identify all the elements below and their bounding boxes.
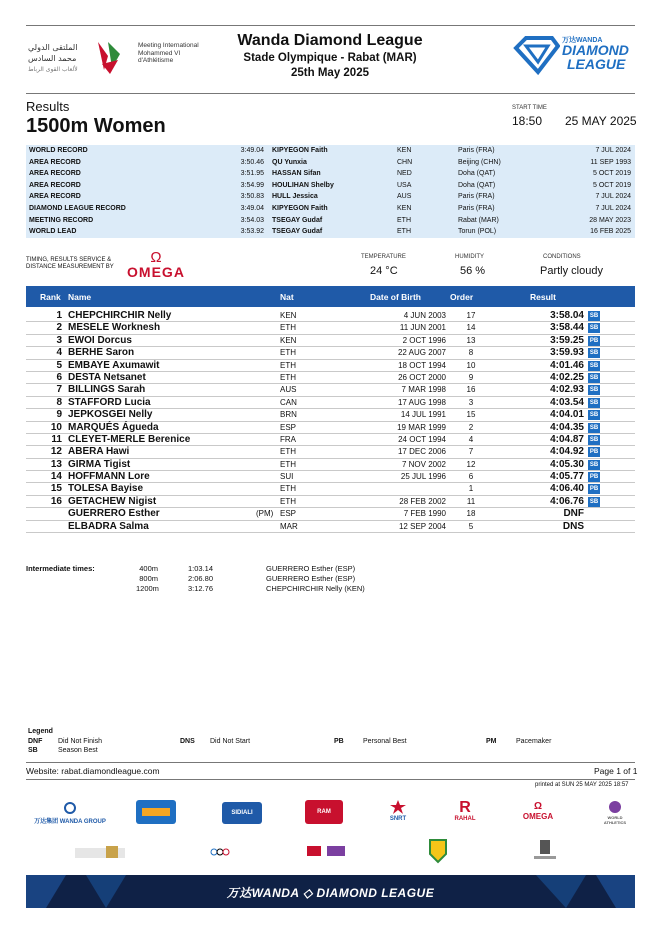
result-row xyxy=(26,409,635,421)
result-rank: 3 xyxy=(56,334,62,346)
result-row xyxy=(26,335,635,347)
result-badge: SB xyxy=(589,399,599,406)
record-time: 3:50.46 xyxy=(240,158,264,166)
result-badge: SB xyxy=(589,387,599,394)
result-row xyxy=(26,508,635,520)
record-place: Paris (FRA) xyxy=(458,147,495,154)
record-place: Paris (FRA) xyxy=(458,193,495,201)
result-result: 3:58.44 xyxy=(550,322,584,334)
result-order: 11 xyxy=(466,496,476,506)
intermediate-time: 2:06.80 xyxy=(188,574,214,583)
sponsor-ram: RAM xyxy=(305,800,343,824)
result-dob: 7 FEB 1990 xyxy=(403,509,446,519)
result-row xyxy=(26,459,635,471)
result-rank: 13 xyxy=(50,458,62,470)
result-dob: 24 OCT 1994 xyxy=(398,434,446,444)
result-badge: PB xyxy=(589,474,599,481)
result-nat: ETH xyxy=(280,459,296,469)
result-order: 4 xyxy=(468,434,474,444)
logo-diamond-text: DIAMOND xyxy=(562,42,629,58)
record-athlete: HULL Jessica xyxy=(272,193,318,201)
legend-text-dnf: Did Not Finish xyxy=(58,738,102,745)
result-result: 3:59.93 xyxy=(550,347,584,359)
result-order: 9 xyxy=(468,372,474,382)
result-badge: SB xyxy=(589,498,599,505)
result-name: GETACHEW Nigist xyxy=(68,495,157,507)
col-result: Result xyxy=(530,292,556,302)
results-table-header xyxy=(26,286,635,307)
result-nat: ETH xyxy=(280,496,296,506)
result-result: 4:06.76 xyxy=(550,495,584,507)
result-result: 4:04.87 xyxy=(550,433,584,445)
result-rank: 9 xyxy=(56,409,62,421)
event-title: 1500m Women xyxy=(26,115,166,137)
result-nat: BRN xyxy=(280,410,297,420)
temperature-label: TEMPERATURE xyxy=(361,254,406,260)
result-order: 6 xyxy=(468,472,474,482)
result-order: 2 xyxy=(468,422,474,432)
legend-code-dnf: DNF xyxy=(28,738,43,745)
result-badge: SB xyxy=(589,412,599,419)
header-bottom-rule xyxy=(26,93,635,94)
result-nat: MAR xyxy=(280,521,298,531)
result-badge: SB xyxy=(589,374,599,381)
record-time: 3:54.99 xyxy=(240,181,264,189)
result-nat: FRA xyxy=(280,434,296,444)
start-time: 18:50 xyxy=(512,114,543,128)
legend-text-dns: Did Not Start xyxy=(210,738,251,745)
league-title: Wanda Diamond League xyxy=(237,32,423,49)
result-result: 4:04.01 xyxy=(550,409,584,421)
venue: Stade Olympique - Rabat (MAR) xyxy=(243,52,417,64)
omega-icon: Ω xyxy=(150,249,162,266)
coat-of-arms-icon xyxy=(104,844,120,860)
diamond-league-logo xyxy=(512,34,636,76)
result-rank: 6 xyxy=(56,371,62,383)
col-name: Name xyxy=(68,292,92,302)
result-nat: ETH xyxy=(280,484,296,494)
record-date: 11 SEP 1993 xyxy=(590,158,631,166)
intermediate-distance: 1200m xyxy=(136,584,159,593)
record-time: 3:54.03 xyxy=(240,216,264,224)
legend-title: Legend xyxy=(28,728,53,735)
svg-text:الملتقى الدولي: الملتقى الدولي xyxy=(28,43,78,52)
sponsor-wanda-group: 万达集团 WANDA GROUP xyxy=(30,802,110,825)
legend-code-pb: PB xyxy=(334,738,344,745)
result-order: 18 xyxy=(466,509,476,519)
result-badge: SB xyxy=(589,436,599,443)
header-title-block xyxy=(210,31,450,81)
record-date: 5 OCT 2019 xyxy=(592,181,631,189)
result-nat: ETH xyxy=(280,323,296,333)
intermediate-leader: GUERRERO Esther (ESP) xyxy=(266,564,356,573)
col-rank: Rank xyxy=(40,292,61,302)
temperature-value: 24 °C xyxy=(370,265,398,277)
result-name: GUERRERO Esther xyxy=(68,508,160,520)
result-dob: 12 SEP 2004 xyxy=(398,521,446,531)
result-result: 3:58.04 xyxy=(550,310,584,321)
result-dob: 4 JUN 2003 xyxy=(403,311,446,320)
record-category: MEETING RECORD xyxy=(29,216,94,224)
bank-logo-icon xyxy=(136,800,176,824)
record-athlete: QU Yunxia xyxy=(272,158,307,166)
result-badge: PB xyxy=(589,449,599,456)
city-icon xyxy=(530,838,560,862)
intermediate-row xyxy=(26,564,626,574)
result-name: MARQUÉS Águeda xyxy=(68,421,159,433)
diamond-icon xyxy=(512,34,560,76)
result-nat: ETH xyxy=(280,360,296,370)
snrt-star-icon xyxy=(389,800,407,814)
record-category: WORLD RECORD xyxy=(29,147,88,154)
start-time-label: START TIME xyxy=(512,105,547,111)
intermediate-time: 1:03.14 xyxy=(188,564,214,573)
result-result: 4:05.77 xyxy=(550,471,584,483)
meeting-logo-text: Meeting International Mohammed VI d'Athlétisme xyxy=(138,42,199,64)
record-date: 28 MAY 2023 xyxy=(589,216,631,224)
result-row xyxy=(26,384,635,396)
record-row xyxy=(26,157,635,169)
omega-logo xyxy=(125,251,187,279)
result-dob: 28 FEB 2002 xyxy=(399,496,446,506)
record-row xyxy=(26,145,635,157)
humidity-label: HUMIDITY xyxy=(455,254,484,260)
record-place: Doha (QAT) xyxy=(458,170,496,178)
record-nat: CHN xyxy=(397,158,413,166)
record-category: AREA RECORD xyxy=(29,193,81,201)
result-badge: PB xyxy=(589,337,599,344)
sponsor-rahal: R RAHAL xyxy=(450,800,480,822)
record-athlete: HOULIHAN Shelby xyxy=(272,181,334,189)
result-nat: KEN xyxy=(280,311,297,320)
result-nat: KEN xyxy=(280,335,297,345)
result-badge: SB xyxy=(589,350,599,357)
crest-icon xyxy=(428,838,448,864)
result-dob: 7 NOV 2002 xyxy=(401,459,446,469)
result-dob: 11 JUN 2001 xyxy=(399,323,446,333)
result-nat: ETH xyxy=(280,348,296,358)
result-name: GIRMA Tigist xyxy=(68,458,131,470)
intermediate-distance: 800m xyxy=(139,574,158,583)
record-nat: AUS xyxy=(397,193,412,201)
diamond-league-banner xyxy=(26,875,635,908)
result-order: 13 xyxy=(466,335,476,345)
record-date: 7 JUL 2024 xyxy=(595,193,631,201)
result-badge: SB xyxy=(589,325,599,332)
logo-league-text: LEAGUE xyxy=(567,56,626,72)
result-order: 3 xyxy=(468,397,474,407)
result-name: EMBAYE Axumawit xyxy=(68,359,160,371)
record-date: 16 FEB 2025 xyxy=(590,228,631,236)
result-rank: 1 xyxy=(56,310,62,321)
record-time: 3:51.95 xyxy=(240,170,264,178)
result-order: 5 xyxy=(468,521,474,531)
record-nat: NED xyxy=(397,170,412,178)
result-name: JEPKOSGEI Nelly xyxy=(68,409,153,421)
result-name: TOLESA Bayise xyxy=(68,483,144,495)
result-order: 14 xyxy=(466,323,476,333)
result-name: STAFFORD Lucia xyxy=(68,396,151,408)
intermediate-time: 3:12.76 xyxy=(188,584,214,593)
result-nat: ESP xyxy=(280,509,297,519)
record-category: DIAMOND LEAGUE RECORD xyxy=(29,204,126,212)
col-order: Order xyxy=(450,292,474,302)
intermediate-row xyxy=(26,574,626,584)
legend-code-dns: DNS xyxy=(180,738,195,745)
result-row xyxy=(26,483,635,495)
result-order: 16 xyxy=(466,385,476,395)
result-result: 4:06.40 xyxy=(550,483,584,495)
record-date: 7 JUL 2024 xyxy=(595,204,631,212)
record-row xyxy=(26,226,635,238)
result-rank: 4 xyxy=(56,347,62,359)
record-row xyxy=(26,168,635,180)
rahal-r-icon: R xyxy=(459,799,471,816)
record-row xyxy=(26,203,635,215)
record-date: 5 OCT 2019 xyxy=(592,170,631,178)
result-name: CHEPCHIRCHIR Nelly xyxy=(68,310,172,321)
col-nat: Nat xyxy=(280,292,294,302)
result-row xyxy=(26,372,635,384)
result-badge: SB xyxy=(589,362,599,369)
result-result: 4:02.93 xyxy=(550,384,584,396)
record-nat: ETH xyxy=(397,216,411,224)
result-order: 8 xyxy=(468,348,474,358)
result-name: DESTA Netsanet xyxy=(68,371,146,383)
result-dob: 26 OCT 2000 xyxy=(398,372,446,382)
record-row xyxy=(26,215,635,227)
result-pm: (PM) xyxy=(256,509,274,519)
intermediate-label: Intermediate times: xyxy=(26,564,95,573)
record-nat: USA xyxy=(397,181,412,189)
sponsor-gov-logo-2 xyxy=(104,844,120,860)
result-nat: ETH xyxy=(280,372,296,382)
result-badge: SB xyxy=(589,461,599,468)
logo-wanda-text: 万达WANDA xyxy=(562,37,603,44)
result-rank: 11 xyxy=(51,433,62,445)
intermediate-leader: CHEPCHIRCHIR Nelly (KEN) xyxy=(266,584,365,593)
results-table-body xyxy=(26,310,635,533)
result-name: MESELE Worknesh xyxy=(68,322,161,334)
legend-code-pm: PM xyxy=(486,738,497,745)
col-dob: Date of Birth xyxy=(370,292,421,302)
conditions-label: CONDITIONS xyxy=(543,254,581,260)
result-row xyxy=(26,434,635,446)
record-athlete: TSEGAY Gudaf xyxy=(272,216,323,224)
sponsor-bank-logo xyxy=(136,800,176,824)
results-label: Results xyxy=(26,99,70,114)
result-row xyxy=(26,446,635,458)
result-rank: 10 xyxy=(50,421,62,433)
record-nat: KEN xyxy=(397,147,412,154)
result-order: 17 xyxy=(466,311,476,320)
result-result: 4:02.25 xyxy=(550,371,584,383)
record-athlete: TSEGAY Gudaf xyxy=(272,228,323,236)
record-category: WORLD LEAD xyxy=(29,228,77,236)
intermediate-distance: 400m xyxy=(139,564,158,573)
olympic-rings-icon xyxy=(208,840,232,864)
records-table xyxy=(26,145,635,238)
result-row xyxy=(26,310,635,322)
result-result: 4:05.30 xyxy=(550,458,584,470)
result-name: HOFFMANN Lore xyxy=(68,471,150,483)
result-order: 1 xyxy=(468,484,474,494)
result-order: 12 xyxy=(466,459,476,469)
record-athlete: HASSAN Sifan xyxy=(272,170,321,178)
result-rank: 2 xyxy=(56,322,62,334)
result-rank: 14 xyxy=(50,471,62,483)
timing-label: TIMING, RESULTS SERVICE & DISTANCE MEASUREMENT BY xyxy=(26,257,114,270)
result-dob: 19 MAR 1999 xyxy=(397,422,446,432)
result-nat: ESP xyxy=(280,422,297,432)
result-dob: 17 DEC 2006 xyxy=(397,447,446,457)
record-category: AREA RECORD xyxy=(29,170,81,178)
result-rank: 12 xyxy=(50,446,62,458)
result-result: 4:03.54 xyxy=(550,396,584,408)
result-row xyxy=(26,360,635,372)
result-name: ELBADRA Salma xyxy=(68,520,149,532)
result-dob: 25 JUL 1996 xyxy=(400,472,446,482)
result-row xyxy=(26,496,635,508)
result-name: BERHE Saron xyxy=(68,347,135,359)
result-dob: 18 OCT 1994 xyxy=(398,360,446,370)
omega-small-icon: Ω xyxy=(533,801,543,812)
sponsor-world-athletics: WORLD ATHLETICS xyxy=(597,800,633,825)
humidity-value: 56 % xyxy=(460,265,486,277)
federation-icon xyxy=(305,840,349,862)
legend-text-pb: Personal Best xyxy=(363,738,407,745)
result-result: DNF xyxy=(563,508,584,520)
result-row xyxy=(26,471,635,483)
result-rank: 16 xyxy=(50,495,62,507)
result-rank: 7 xyxy=(56,384,62,396)
record-athlete: KIPYEGON Faith xyxy=(272,204,328,212)
result-badge: SB xyxy=(589,313,599,319)
record-nat: ETH xyxy=(397,228,411,236)
result-dob: 2 OCT 1996 xyxy=(402,335,446,345)
result-order: 15 xyxy=(466,410,476,420)
conditions-value: Partly cloudy xyxy=(540,265,603,277)
result-badge: SB xyxy=(589,424,599,431)
record-place: Doha (QAT) xyxy=(458,181,496,189)
meeting-logo xyxy=(26,34,201,82)
result-name: CLEYET-MERLE Berenice xyxy=(68,433,191,445)
record-time: 3:49.04 xyxy=(240,204,264,212)
record-time: 3:53.92 xyxy=(240,228,264,236)
record-place: Torun (POL) xyxy=(458,228,497,236)
sponsor-sidiali: SIDIALI xyxy=(222,802,262,824)
result-result: 4:04.35 xyxy=(550,421,584,433)
sponsor-federation-logo xyxy=(305,840,349,862)
sponsor-snrt: SNRT xyxy=(383,800,413,822)
result-name: BILLINGS Sarah xyxy=(68,384,146,396)
svg-text:لألعاب القوى الرباط: لألعاب القوى الرباط xyxy=(28,66,78,73)
result-nat: ETH xyxy=(280,447,296,457)
footer-rule xyxy=(26,762,635,763)
result-order: 7 xyxy=(468,447,474,457)
result-rank: 5 xyxy=(56,359,62,371)
intermediate-leader: GUERRERO Esther (ESP) xyxy=(266,574,356,583)
result-order: 10 xyxy=(466,360,476,370)
record-time: 3:50.83 xyxy=(240,193,264,201)
result-row xyxy=(26,347,635,359)
page-number: Page 1 of 1 xyxy=(594,766,638,776)
record-place: Beijing (CHN) xyxy=(458,158,501,166)
result-row xyxy=(26,521,635,533)
record-nat: KEN xyxy=(397,204,412,212)
sponsor-crest-logo xyxy=(428,838,448,864)
meeting-date: 25th May 2025 xyxy=(291,67,369,79)
world-athletics-icon xyxy=(605,800,625,814)
result-dob: 7 MAR 1998 xyxy=(401,385,446,395)
record-category: AREA RECORD xyxy=(29,158,81,166)
result-nat: SUI xyxy=(280,472,294,482)
result-rank: 15 xyxy=(50,483,62,495)
result-dob: 22 AUG 2007 xyxy=(397,348,446,358)
result-result: 3:59.25 xyxy=(550,334,584,346)
footer-rule-2 xyxy=(26,779,635,780)
record-row xyxy=(26,191,635,203)
result-nat: CAN xyxy=(280,397,297,407)
result-name: EWOI Dorcus xyxy=(68,334,132,346)
result-row xyxy=(26,422,635,434)
header-top-rule xyxy=(26,25,635,26)
result-row xyxy=(26,322,635,334)
result-result: DNS xyxy=(562,520,584,532)
sponsor-city-logo xyxy=(530,838,560,862)
result-nat: AUS xyxy=(280,385,297,395)
legend-text-sb: Season Best xyxy=(58,747,98,754)
result-dob: 14 JUL 1991 xyxy=(400,410,446,420)
result-rank: 8 xyxy=(56,396,62,408)
banner-text: 万达WANDA ◇ DIAMOND LEAGUE xyxy=(226,886,435,900)
record-athlete: KIPYEGON Faith xyxy=(272,147,328,154)
record-category: AREA RECORD xyxy=(29,181,81,189)
sponsor-omega: Ω OMEGA xyxy=(518,802,558,821)
result-badge: PB xyxy=(589,486,599,493)
website-link[interactable]: Website: rabat.diamondleague.com xyxy=(26,766,160,776)
result-result: 4:04.92 xyxy=(550,446,584,458)
record-place: Rabat (MAR) xyxy=(458,216,499,224)
legend-text-pm: Pacemaker xyxy=(516,738,552,745)
record-date: 7 JUL 2024 xyxy=(595,147,631,154)
result-dob: 17 AUG 1998 xyxy=(397,397,446,407)
intermediate-row xyxy=(26,584,626,594)
wanda-group-icon xyxy=(63,802,77,814)
result-name: ABERA Hawi xyxy=(68,446,130,458)
result-row xyxy=(26,397,635,409)
meeting-emblem-icon xyxy=(28,42,120,74)
legend-code-sb: SB xyxy=(28,747,38,754)
sponsor-olympic-logo xyxy=(208,840,232,864)
printed-timestamp: printed at SUN 25 MAY 2025 18:57 xyxy=(535,782,629,788)
omega-wordmark: OMEGA xyxy=(127,264,185,280)
result-result: 4:01.46 xyxy=(550,359,584,371)
svg-text:محمد السادس: محمد السادس xyxy=(28,54,77,63)
record-row xyxy=(26,180,635,192)
record-place: Paris (FRA) xyxy=(458,204,495,212)
start-date: 25 MAY 2025 xyxy=(565,114,637,128)
record-time: 3:49.04 xyxy=(240,147,264,154)
